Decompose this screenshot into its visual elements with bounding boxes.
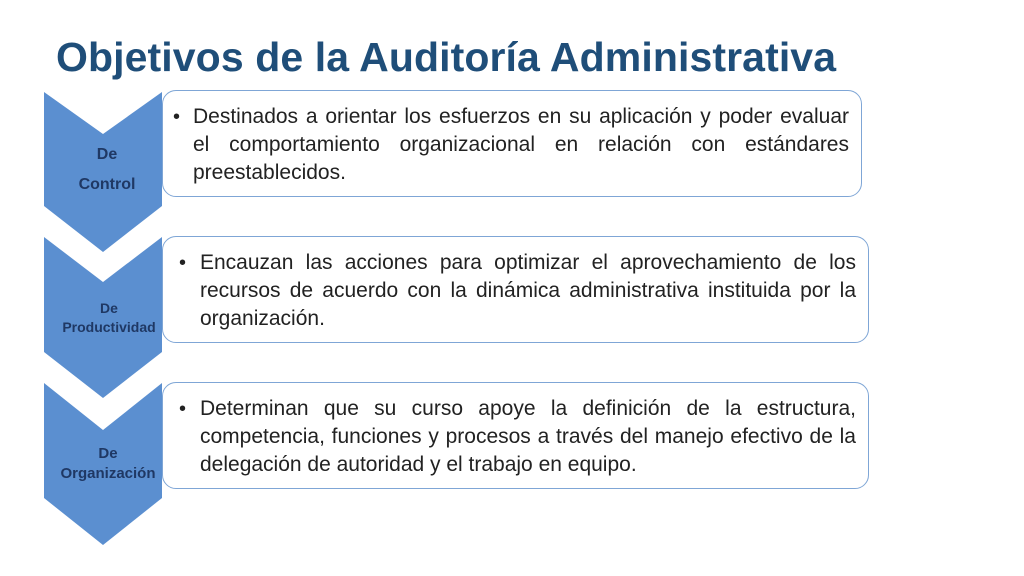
chevron-label-line2: Control bbox=[78, 175, 136, 193]
chevron-label-line1: De bbox=[100, 300, 118, 316]
chevron-label-line1: De bbox=[98, 445, 118, 462]
bullet-icon: • bbox=[179, 252, 187, 274]
objective-text-organizacion: Determinan que su curso apoye la definición de la estructura, competencia, funciones y procesos a través del manejo efectivo de la delegación de autoridad y el trabajo en equipo. bbox=[200, 397, 856, 476]
chevron-label-line1: De bbox=[96, 146, 118, 163]
bullet-icon: • bbox=[173, 106, 181, 128]
bullet-icon: • bbox=[179, 398, 187, 420]
chevron-label-control bbox=[42, 144, 172, 195]
objective-box-organizacion bbox=[162, 382, 869, 489]
slide-title: Objetivos de la Auditoría Administrativa bbox=[56, 34, 837, 80]
objective-box-control bbox=[162, 90, 862, 197]
objective-text-productividad: Encauzan las acciones para optimizar el aprovechamiento de los recursos de acuerdo con la dinámica administrativa instituida por la organización. bbox=[200, 251, 856, 330]
objective-text-control: Destinados a orientar los esfuerzos en su aplicación y poder evaluar el comportamiento organizacional en relación con estándares preestablecidos. bbox=[193, 105, 849, 184]
chevron-label-line2: Organización bbox=[60, 465, 156, 483]
chevron-label-line2: Productividad bbox=[62, 318, 156, 335]
chevron-label-productividad bbox=[44, 299, 174, 337]
objective-box-productividad bbox=[162, 236, 869, 343]
chevron-label-organizacion bbox=[43, 444, 173, 485]
